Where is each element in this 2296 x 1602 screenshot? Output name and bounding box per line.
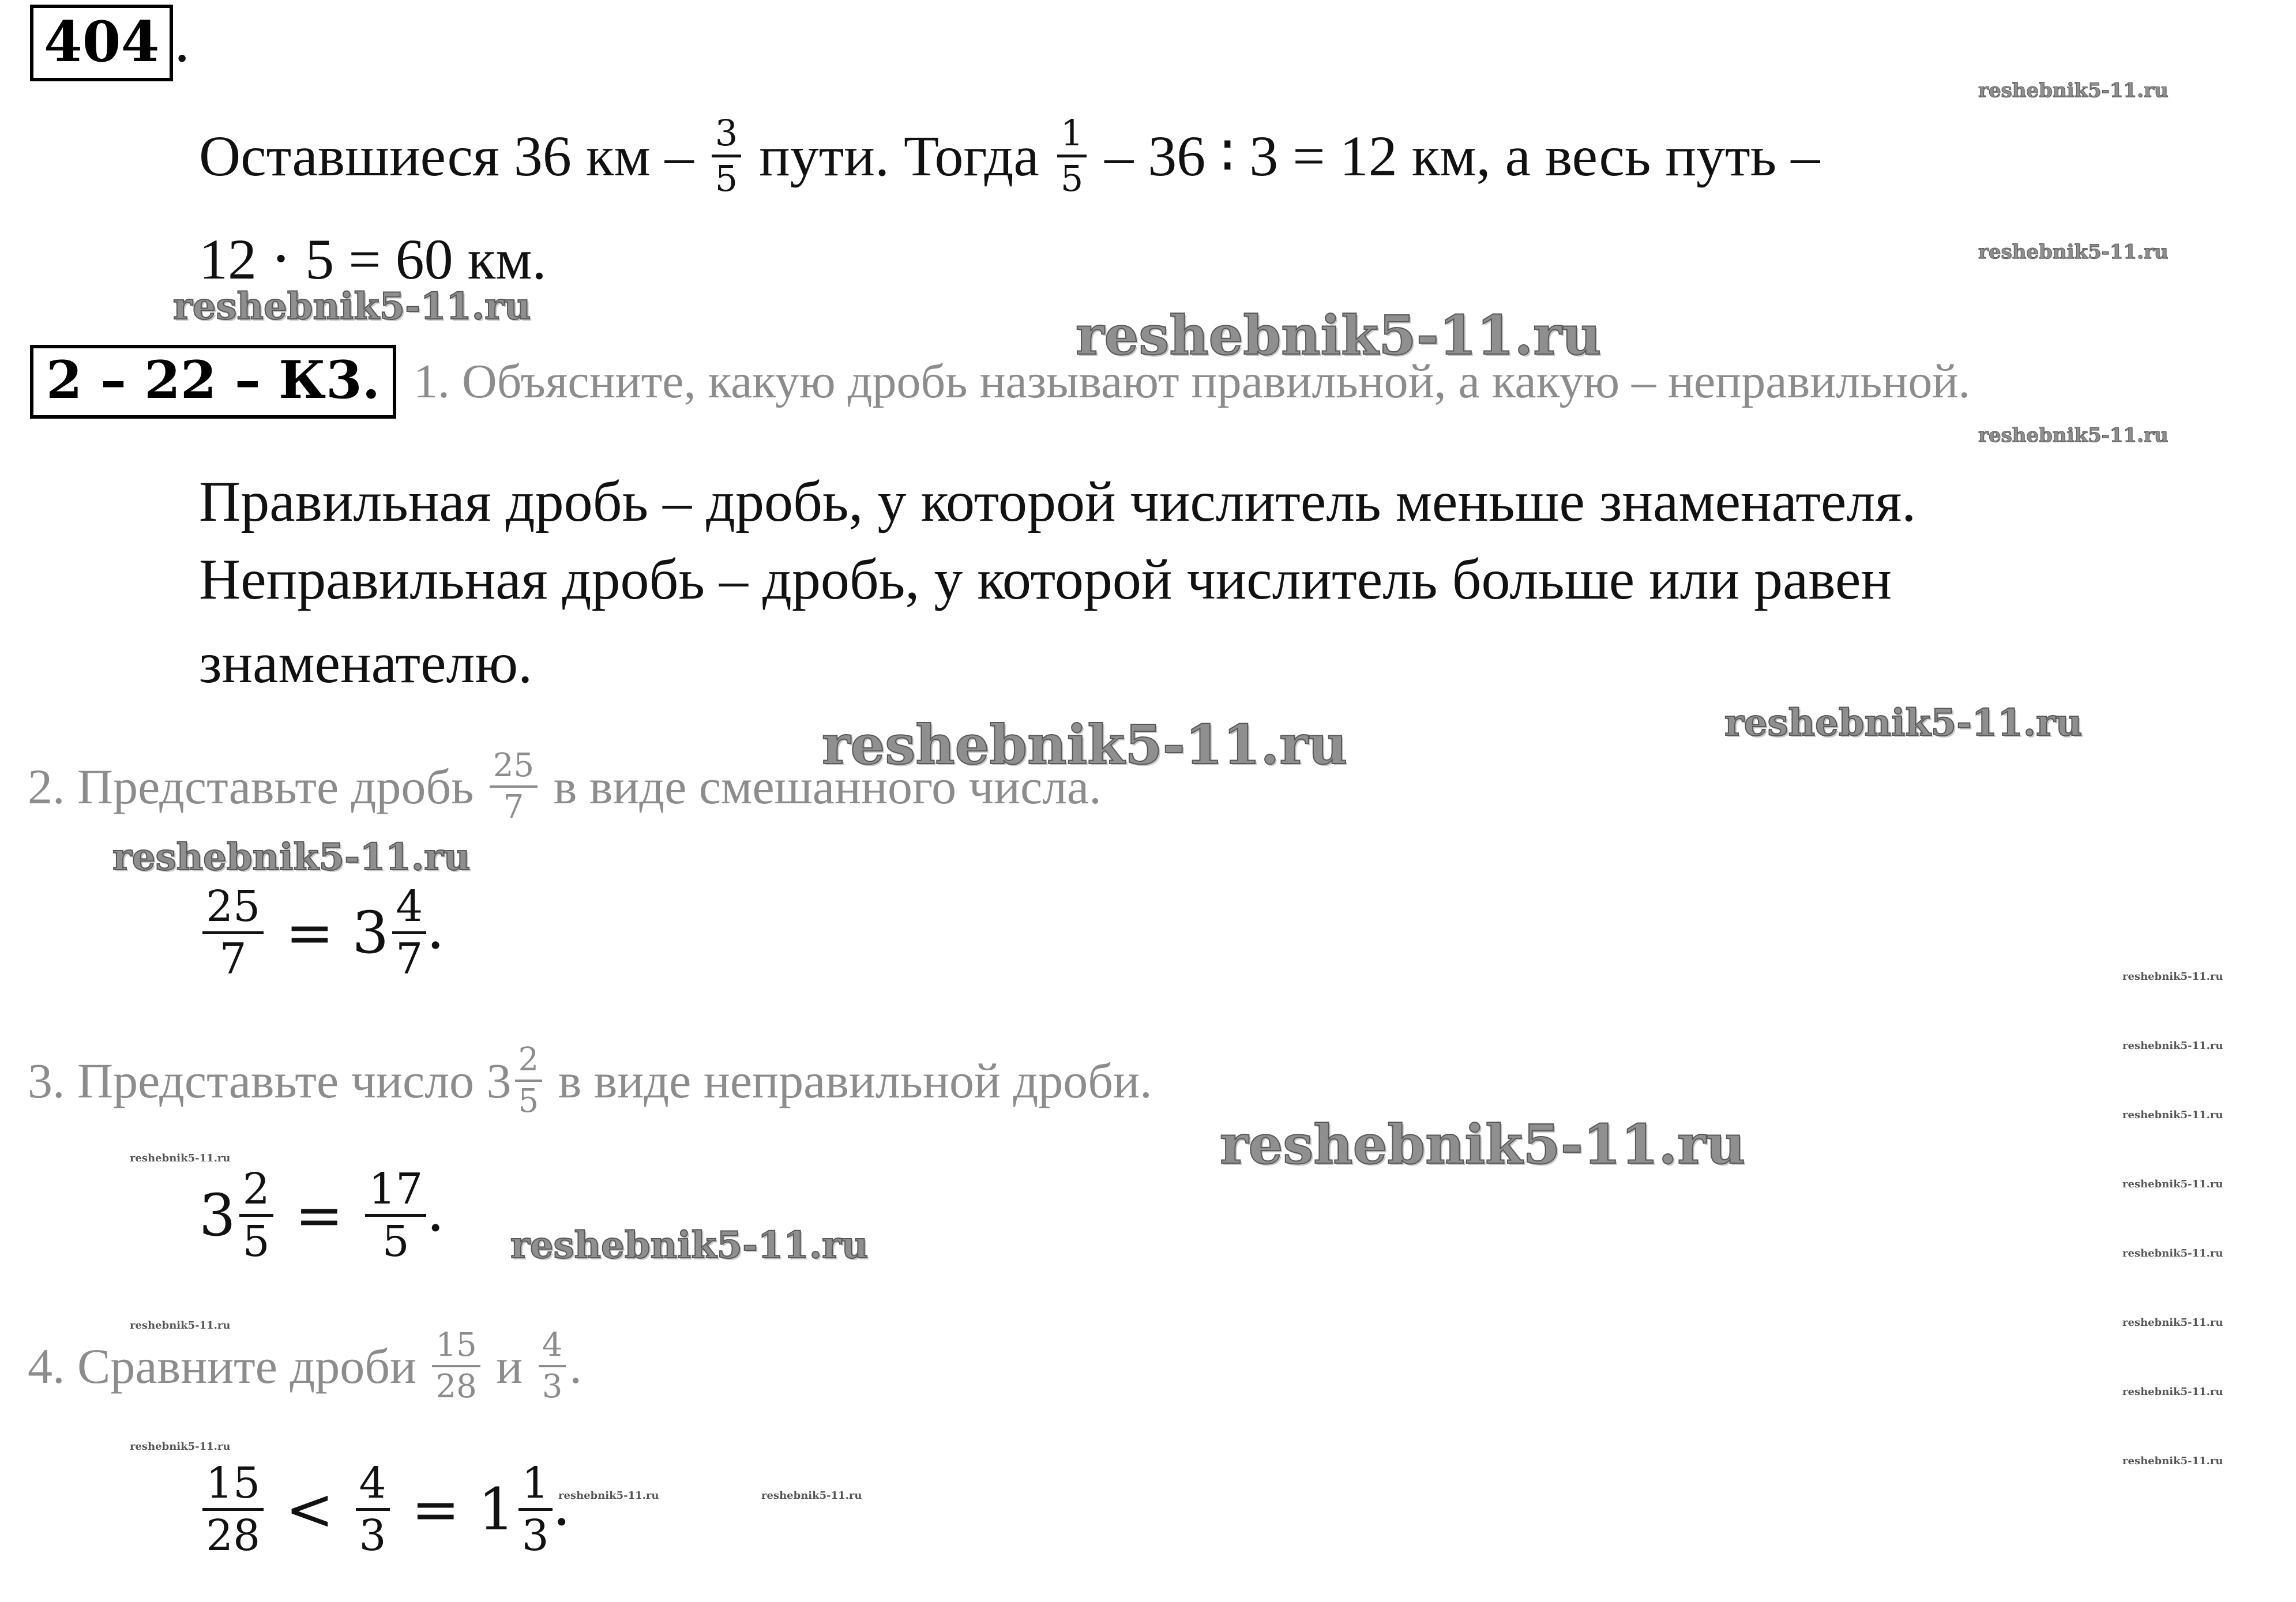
question-3-part2: в виде неправильной дроби.: [546, 1053, 1152, 1108]
fraction-numerator: 4: [542, 1326, 563, 1364]
answer-4-lt: <: [267, 1475, 352, 1543]
answer-4: [199, 1458, 571, 1560]
fraction-denominator: 3: [521, 1511, 549, 1560]
fraction-1-3: [518, 1458, 553, 1560]
fraction-1-5: [1057, 112, 1087, 200]
line1-part3: – 36 ∶ 3 = 12 км, а весь путь –: [1090, 123, 1820, 188]
section-header: [30, 345, 1970, 419]
watermark-logo: reshebnik5-11.ru: [1978, 79, 2169, 102]
watermark-logo: reshebnik5-11.ru: [558, 1490, 659, 1502]
fraction-denominator: 28: [206, 1511, 261, 1560]
watermark-logo: reshebnik5-11.ru: [510, 1224, 869, 1267]
answer-3-end: .: [426, 1177, 445, 1244]
fraction-denominator: 5: [242, 1217, 270, 1266]
solution-line-1: [199, 112, 1820, 200]
fraction-numerator: 2: [518, 1041, 539, 1078]
watermark-logo: reshebnik5-11.ru: [2122, 971, 2223, 983]
watermark-logo: reshebnik5-11.ru: [2122, 1455, 2223, 1467]
answer-3-eq: =: [276, 1181, 362, 1249]
answer-1-line-3: знаменателю.: [199, 631, 533, 695]
fraction-numerator: 4: [396, 882, 423, 931]
fraction-25-7: [490, 747, 538, 826]
answer-3: [199, 1164, 445, 1266]
watermark-logo: reshebnik5-11.ru: [2122, 1178, 2223, 1190]
fraction-numerator: 3: [715, 112, 738, 154]
fraction-4-3: [539, 1326, 566, 1405]
question-4: [28, 1326, 582, 1405]
fraction-2-5: [239, 1164, 273, 1266]
answer-2: [199, 882, 445, 984]
watermark-logo: reshebnik5-11.ru: [1220, 1113, 1746, 1176]
answer-2-end: .: [426, 894, 445, 962]
fraction-2-5: [515, 1041, 543, 1120]
fraction-denominator: 3: [359, 1511, 386, 1560]
fraction-numerator: 15: [206, 1458, 261, 1508]
fraction-denominator: 7: [219, 934, 247, 984]
question-3-part1: 3. Представьте число 3: [28, 1053, 512, 1108]
watermark-logo: reshebnik5-11.ru: [822, 713, 1348, 777]
question-2-part1: 2. Представьте дробь: [28, 759, 486, 814]
question-1: 1. Объясните, какую дробь называют правильной, а какую – неправильной.: [414, 355, 1971, 408]
watermark-logo: reshebnik5-11.ru: [2122, 1040, 2223, 1052]
fraction-denominator: 5: [382, 1217, 409, 1266]
watermark-logo: reshebnik5-11.ru: [130, 1441, 231, 1453]
watermark-logo: reshebnik5-11.ru: [1724, 701, 2083, 744]
watermark-logo: reshebnik5-11.ru: [2122, 1247, 2223, 1259]
watermark-logo: reshebnik5-11.ru: [130, 1319, 231, 1332]
fraction-3-5: [712, 112, 741, 200]
fraction-denominator: 3: [542, 1368, 563, 1405]
fraction-bar: [490, 785, 538, 788]
line1-part1: Оставшиеся 36 км –: [199, 123, 708, 188]
question-2-part2: в виде смешанного числа.: [541, 759, 1102, 814]
fraction-bar: [515, 1080, 543, 1082]
fraction-15-28: [432, 1326, 480, 1405]
fraction-denominator: 5: [715, 157, 738, 200]
watermark-logo: reshebnik5-11.ru: [1978, 240, 2169, 264]
fraction-numerator: 1: [521, 1458, 549, 1508]
fraction-4-3: [356, 1458, 390, 1560]
answer-1-line-2: Неправильная дробь – дробь, у которой числитель больше или равен: [199, 547, 1892, 611]
fraction-numerator: 1: [1060, 112, 1084, 154]
answer-3-whole: 3: [199, 1181, 236, 1249]
question-3: [28, 1041, 1152, 1120]
fraction-numerator: 4: [359, 1458, 386, 1508]
answer-4-eq: = 1: [393, 1475, 515, 1543]
fraction-denominator: 5: [1060, 157, 1084, 200]
fraction-denominator: 7: [396, 934, 423, 984]
problem-number: [30, 9, 191, 74]
watermark-logo: reshebnik5-11.ru: [2122, 1317, 2223, 1329]
fraction-numerator: 25: [493, 747, 535, 784]
solution-line-2: 12 ⋅ 5 = 60 км.: [199, 227, 547, 291]
section-label: 2 – 22 – К3.: [30, 345, 396, 419]
watermark-logo: reshebnik5-11.ru: [2122, 1386, 2223, 1398]
watermark-logo: reshebnik5-11.ru: [1076, 304, 1602, 367]
fraction-4-7: [392, 882, 426, 984]
line1-part2: пути. Тогда: [745, 123, 1054, 188]
question-4-end: .: [569, 1338, 582, 1394]
question-4-and: и: [483, 1338, 535, 1394]
watermark-logo: reshebnik5-11.ru: [1978, 424, 2169, 447]
answer-1-line-1: Правильная дробь – дробь, у которой числитель меньше знаменателя.: [199, 469, 1917, 533]
fraction-denominator: 28: [435, 1368, 477, 1405]
fraction-denominator: 7: [503, 788, 524, 826]
fraction-numerator: 2: [242, 1164, 270, 1214]
fraction-25-7: [202, 882, 264, 984]
watermark-logo: reshebnik5-11.ru: [173, 285, 531, 328]
problem-number-box: 404: [30, 5, 173, 81]
fraction-15-28: [202, 1458, 264, 1560]
fraction-denominator: 5: [518, 1082, 539, 1120]
question-4-part1: 4. Сравните дроби: [28, 1338, 429, 1394]
watermark-logo: reshebnik5-11.ru: [112, 836, 471, 879]
fraction-bar: [539, 1365, 566, 1367]
watermark-logo: reshebnik5-11.ru: [130, 1152, 231, 1164]
fraction-numerator: 15: [435, 1326, 477, 1364]
fraction-numerator: 25: [206, 882, 261, 931]
problem-number-dot: .: [173, 10, 191, 74]
watermark-logo: reshebnik5-11.ru: [761, 1490, 862, 1502]
fraction-numerator: 17: [369, 1164, 423, 1214]
fraction-bar: [432, 1365, 480, 1367]
answer-4-end: .: [552, 1471, 571, 1539]
fraction-17-5: [365, 1164, 426, 1266]
watermark-logo: reshebnik5-11.ru: [2122, 1109, 2223, 1121]
answer-2-eq: = 3: [267, 898, 389, 967]
